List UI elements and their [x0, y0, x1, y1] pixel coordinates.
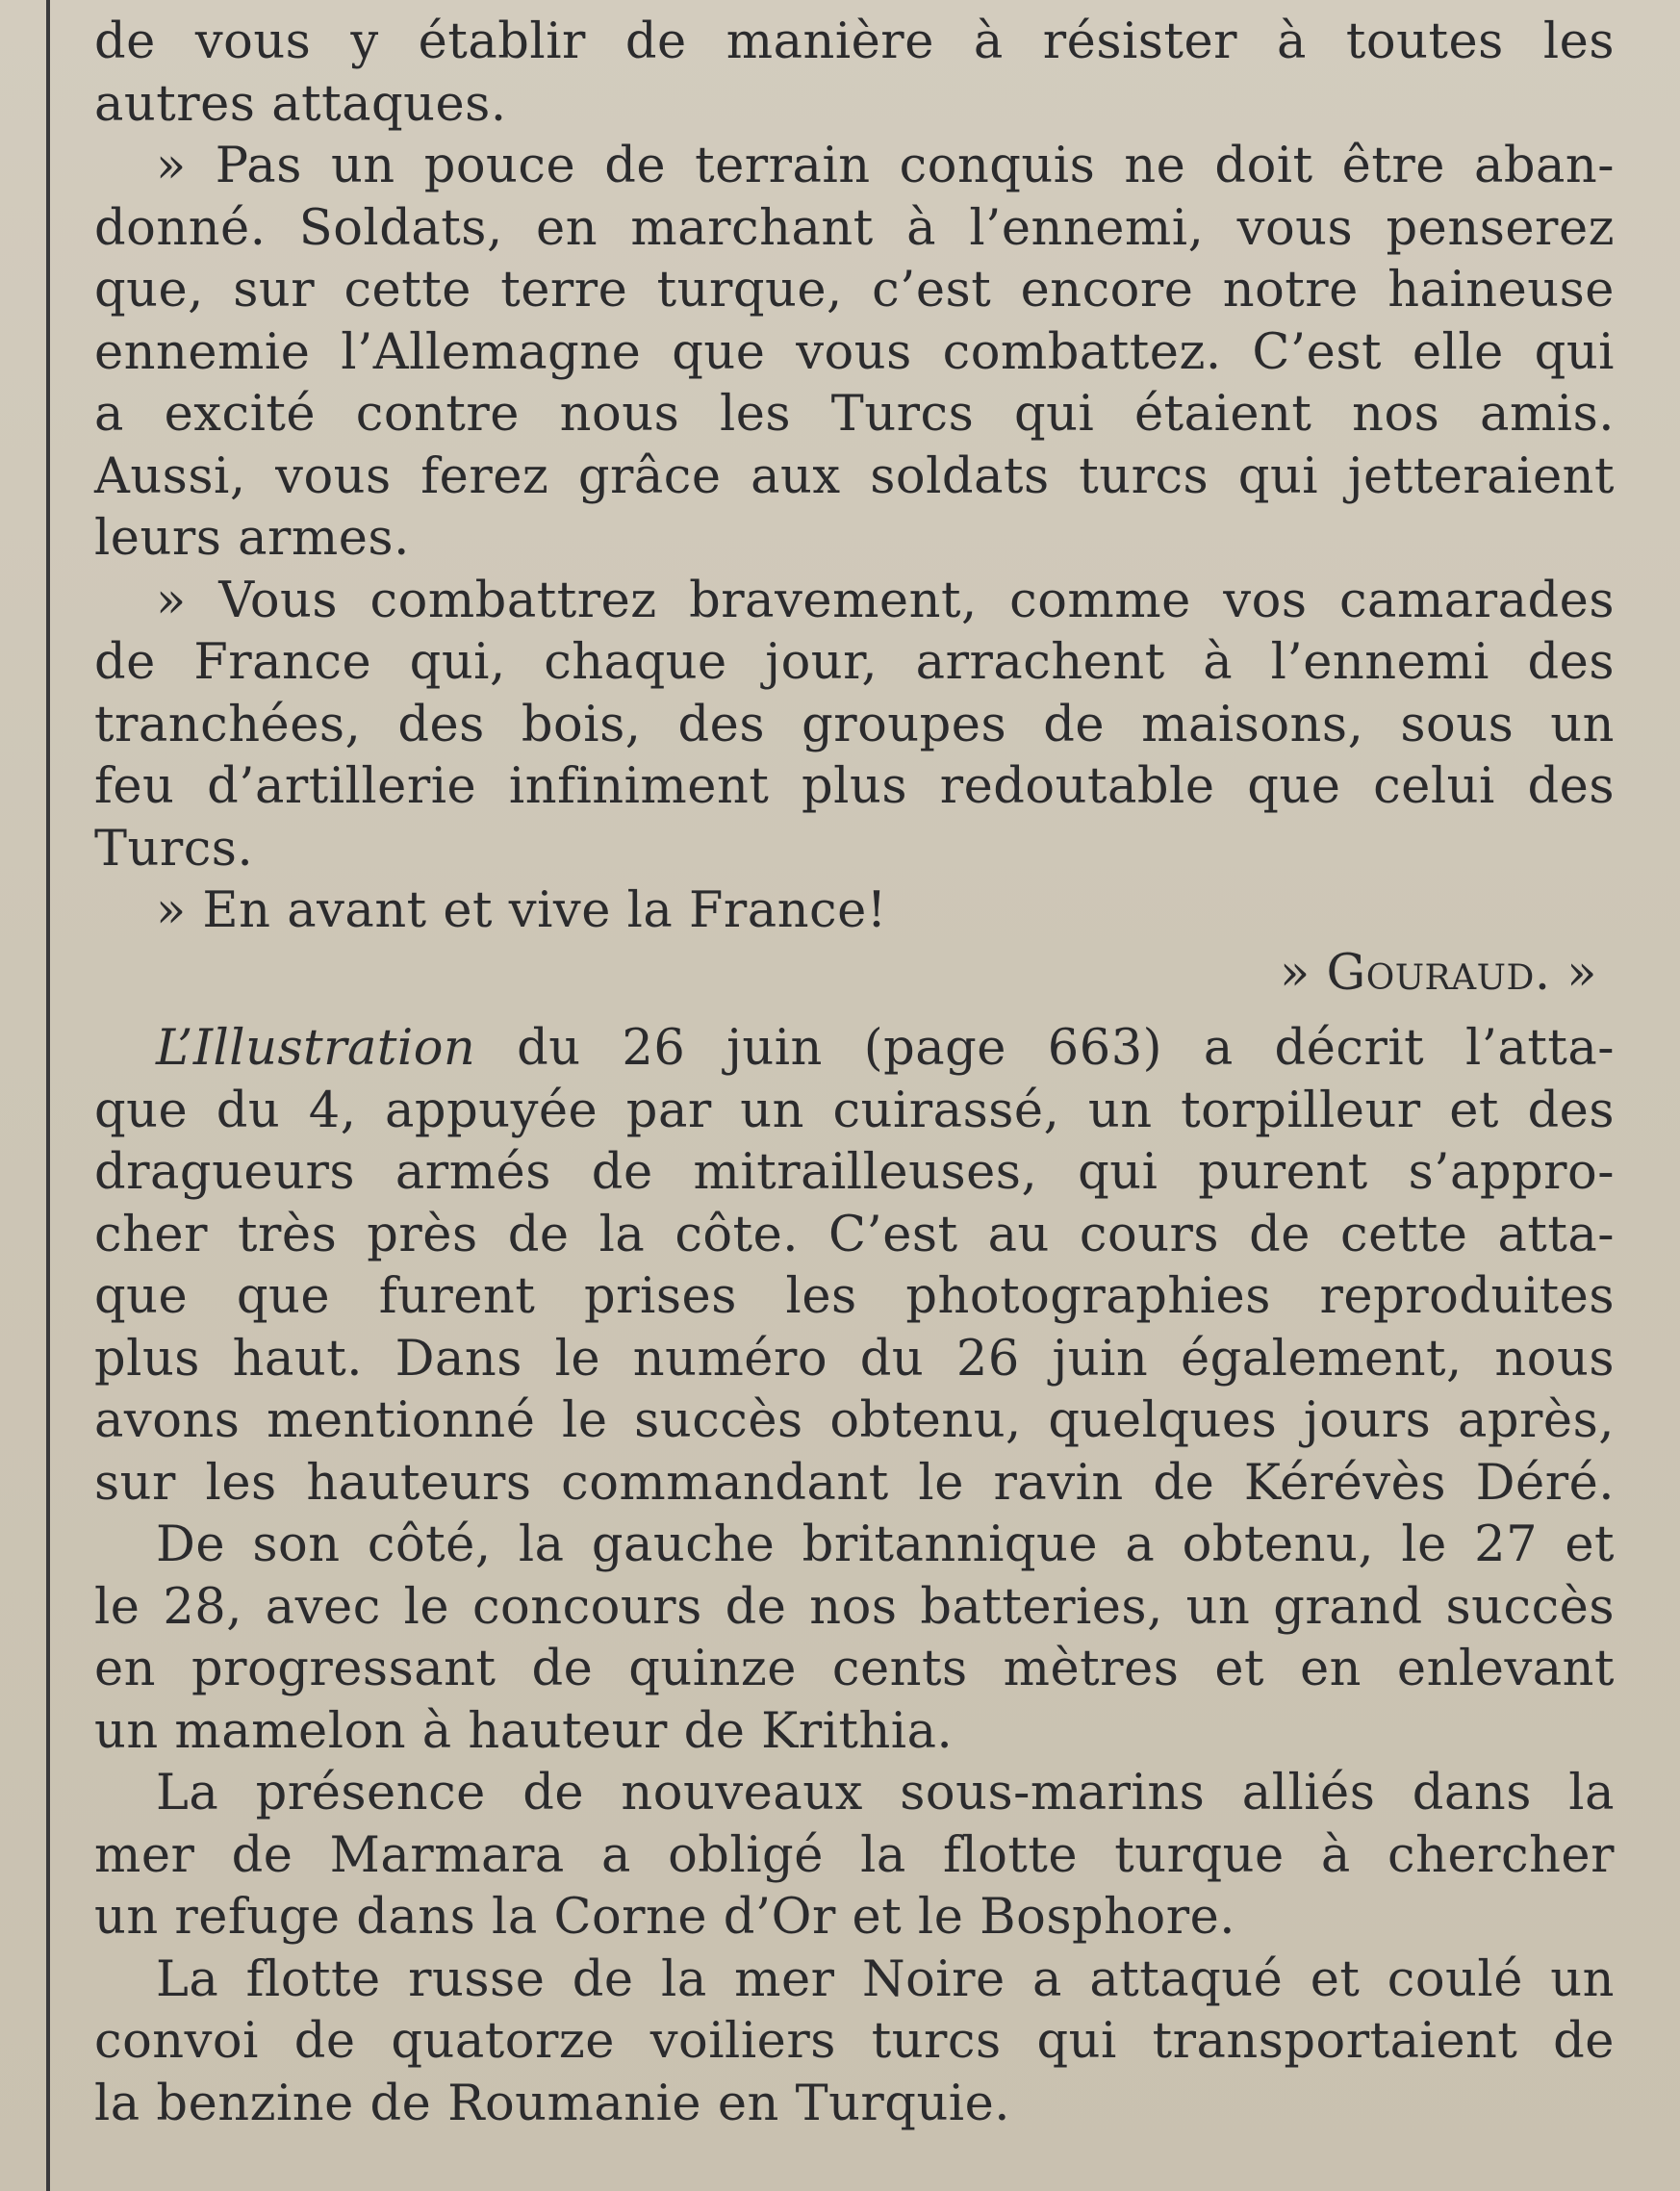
- article-paragraph-4: [94, 1949, 1615, 2136]
- text-line: La flotte russe de la mer Noire a attaqué et coulé un: [156, 1950, 1615, 2008]
- text-line: Turcs.: [94, 820, 254, 878]
- text-line: avons mentionné le succès obtenu, quelques jours après,: [94, 1392, 1615, 1449]
- text-line: en progressant de quinze cents mètres et en enlevant: [94, 1641, 1615, 1697]
- text-line: » En avant et vive la France!: [156, 882, 887, 939]
- text-line: un refuge dans la Corne d’Or et le Bosphore.: [94, 1889, 1235, 1946]
- text-line: que du 4, appuyée par un cuirassé, un torpilleur et des: [94, 1082, 1615, 1139]
- column-rule: [46, 0, 50, 2191]
- text-line: de vous y établir de manière à résister à toutes les: [94, 13, 1615, 70]
- article-paragraph-1: [94, 1018, 1615, 1515]
- article-paragraph-2: [94, 1515, 1615, 1763]
- text-line: Aussi, vous ferez grâce aux soldats turcs qui jetteraient: [94, 447, 1615, 505]
- paragraph-gap: [94, 1005, 1615, 1018]
- text-line: De son côté, la gauche britannique a obtenu, le 27 et: [156, 1516, 1615, 1573]
- text-fragment: du 26 juin (page 663) a décrit l’atta-: [475, 1020, 1615, 1077]
- proclamation-text: [94, 12, 1615, 1005]
- text-line: que, sur cette terre turque, c’est encore notre haineuse: [94, 262, 1615, 318]
- text-line: le 28, avec le concours de nos batteries, un grand succès: [94, 1578, 1615, 1636]
- text-line: ennemie l’Allemagne que vous combattez. C’est elle qui: [94, 323, 1615, 381]
- text-line: a excité contre nous les Turcs qui étaient nos amis.: [94, 386, 1615, 443]
- text-line: un mamelon à hauteur de Krithia.: [94, 1702, 954, 1760]
- text-line: [94, 1018, 1615, 1081]
- text-line: sur les hauteurs commandant le ravin de Kérévès Déré.: [94, 1454, 1615, 1512]
- text-line: la benzine de Roumanie en Turquie.: [94, 2075, 1011, 2132]
- text-line: dragueurs armés de mitrailleuses, qui purent s’appro-: [94, 1144, 1615, 1201]
- text-line: que que furent prises les photographies reproduites: [94, 1268, 1615, 1325]
- text-line: cher très près de la côte. C’est au cours de cette atta-: [94, 1206, 1615, 1263]
- text-line: autres attaques.: [94, 75, 507, 133]
- text-line: » Pas un pouce de terrain conquis ne doit être aban-: [156, 138, 1615, 194]
- text-line: leurs armes.: [94, 510, 410, 567]
- text-line: » Vous combattrez bravement, comme vos camarades: [156, 572, 1615, 629]
- text-line: convoi de quatorze voiliers turcs qui transportaient de: [94, 2013, 1615, 2070]
- text-line: feu d’artillerie infiniment plus redoutable que celui des: [94, 758, 1615, 815]
- text-line: tranchées, des bois, des groupes de maisons, sous un: [94, 696, 1615, 753]
- text-line: plus haut. Dans le numéro du 26 juin également, nous: [94, 1330, 1615, 1388]
- text-line: mer de Marmara a obligé la flotte turque à chercher: [94, 1826, 1615, 1884]
- article-paragraph-3: [94, 1763, 1615, 1949]
- signature: » Gouraud. »: [1280, 944, 1597, 1002]
- text-line: donné. Soldats, en marchant à l’ennemi, vous penserez: [94, 199, 1615, 257]
- publication-title: L’Illustration: [156, 1020, 476, 1077]
- text-column: [94, 12, 1615, 2135]
- text-line: La présence de nouveaux sous-marins alliés dans la: [156, 1765, 1615, 1822]
- text-line: de France qui, chaque jour, arrachent à l’ennemi des: [94, 634, 1615, 691]
